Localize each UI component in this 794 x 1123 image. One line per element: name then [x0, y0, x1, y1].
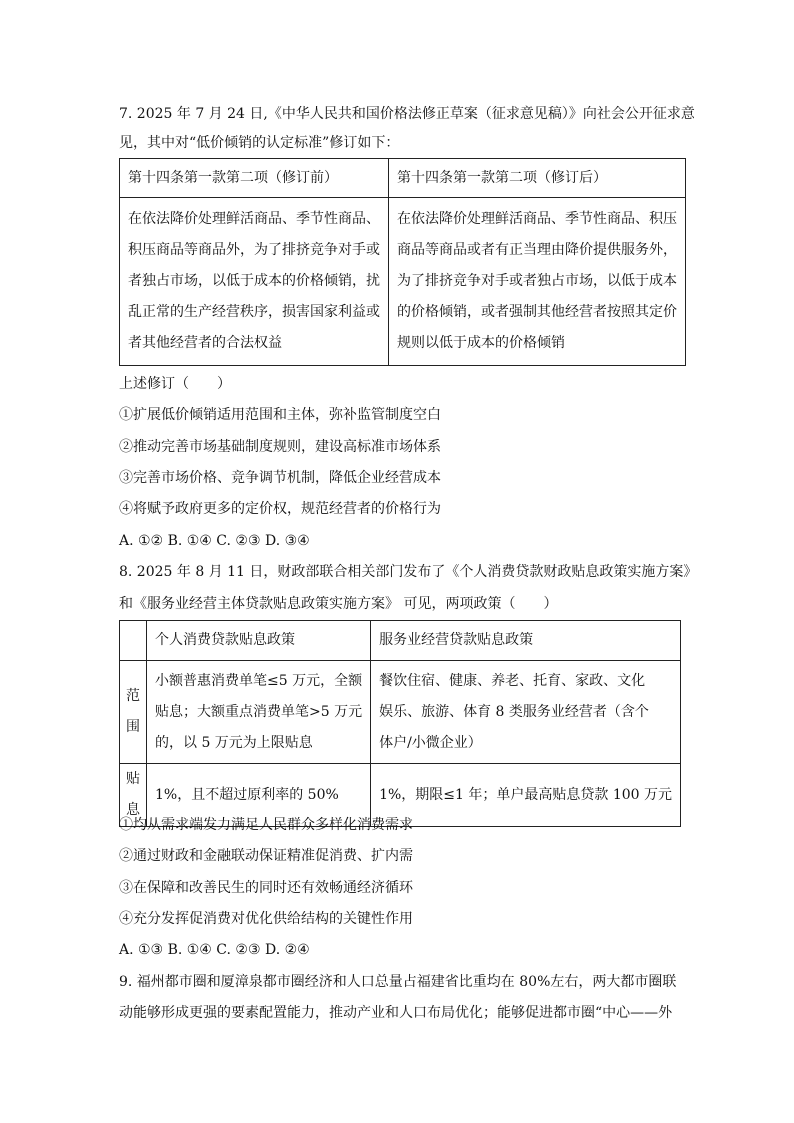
q8-col1-header: 个人消费贷款贴息政策	[147, 621, 371, 661]
q7-after-line: 的价格倾销，或者强制其他经营者按照其定价	[397, 304, 677, 320]
q8-option-3: ③在保障和改善民生的同时还有效畅通经济循环	[119, 880, 413, 896]
q8-row1-label: 范围	[120, 661, 147, 764]
q9-stem-line2: 动能够形成更强的要素配置能力，推动产业和人口布局优化；能够促进都市圈“中心——外	[119, 1005, 673, 1021]
q8-row2-col2: 1%，期限≤1 年；单户最高贴息贷款 100 万元	[371, 764, 681, 827]
q7-option-2: ②推动完善市场基础制度规则，建设高标准市场体系	[119, 439, 441, 455]
q8-row1-col2-line: 餐饮住宿、健康、养老、托育、家政、文化	[379, 672, 646, 689]
q8-stem-line1: 8. 2025 年 8 月 11 日，财政部联合相关部门发布了《个人消费贷款财政贴息政策实施方案》	[119, 564, 698, 580]
q8-option-2: ②通过财政和金融联动保证精准促消费、扩内需	[119, 848, 413, 864]
q8-row1-col1-line: 小额普惠消费单笔≤5 万元，全额	[155, 672, 363, 689]
q8-row1-col1-line: 的，以 5 万元为上限贴息	[155, 734, 313, 751]
q7-option-3: ③完善市场价格、竞争调节机制，降低企业经营成本	[119, 470, 441, 486]
q7-stem-line2: 见，其中对“低价倾销的认定标准”修订如下：	[119, 135, 400, 151]
q7-after-line: 商品等商品或者有正当理由降价提供服务外，	[397, 242, 677, 258]
q8-row1-col1-line: 贴息；大额重点消费单笔>5 万元	[155, 703, 363, 720]
q8-option-4: ④充分发挥促消费对优化供给结构的关键性作用	[119, 911, 413, 927]
q7-header-before: 第十四条第一款第二项（修订前）	[120, 159, 389, 198]
q7-answer-choices: A. ①② B. ①④ C. ②③ D. ③④	[119, 533, 310, 549]
q8-row1-col1	[147, 661, 371, 764]
q7-before-line: 者其他经营者的合法权益	[128, 335, 282, 351]
q9-stem-line1: 9. 福州都市圈和厦漳泉都市圈经济和人口总量占福建省比重均在 80%左右，两大都市圈联	[119, 974, 677, 990]
q7-before-line: 在依法降价处理鲜活商品、季节性商品、	[128, 211, 380, 227]
q8-row1-col2-line: 体户/小微企业）	[379, 734, 482, 751]
q8-row2-label: 贴息	[120, 764, 147, 827]
q8-col2-header: 服务业经营贷款贴息政策	[371, 621, 681, 661]
q7-header-after: 第十四条第一款第二项（修订后）	[389, 159, 686, 198]
q8-row2-col1: 1%，且不超过原利率的 50%	[147, 764, 371, 827]
q7-before-line: 乱正常的生产经营秩序，损害国家利益或	[128, 304, 380, 320]
q8-row1-col2-line: 娱乐、旅游、体育 8 类服务业经营者（含个	[379, 703, 649, 720]
q7-text-before	[120, 198, 389, 366]
q8-option-1: ①均从需求端发力满足人民群众多样化消费需求	[119, 817, 413, 833]
q7-option-4: ④将赋予政府更多的定价权，规范经营者的价格行为	[119, 501, 441, 517]
q7-after-line: 规则以低于成本的价格倾销	[397, 335, 565, 351]
q8-policy-table	[119, 620, 681, 827]
q7-before-line: 者独占市场，以低于成本的价格倾销，扰	[128, 273, 380, 289]
q7-stem-line1: 7. 2025 年 7 月 24 日,《中华人民共和国价格法修正草案（征求意见稿）》向社会公开征求意	[119, 106, 695, 122]
q8-stem-line2: 和《服务业经营主体贷款贴息政策实施方案》 可见，两项政策（ ）	[119, 596, 558, 612]
q7-prompt: 上述修订（ ）	[119, 376, 231, 392]
q8-row1-col2	[371, 661, 681, 764]
q7-before-line: 积压商品等商品外，为了排挤竞争对手或	[128, 242, 380, 258]
q7-after-line: 为了排挤竞争对手或者独占市场，以低于成本	[397, 273, 677, 289]
q7-option-1: ①扩展低价倾销适用范围和主体，弥补监管制度空白	[119, 407, 441, 423]
q7-text-after	[389, 198, 686, 366]
q8-corner-cell	[120, 621, 147, 661]
q7-after-line: 在依法降价处理鲜活商品、季节性商品、积压	[397, 211, 677, 227]
q7-revision-table	[119, 158, 686, 366]
q8-answer-choices: A. ①③ B. ①④ C. ②③ D. ②④	[119, 942, 310, 958]
